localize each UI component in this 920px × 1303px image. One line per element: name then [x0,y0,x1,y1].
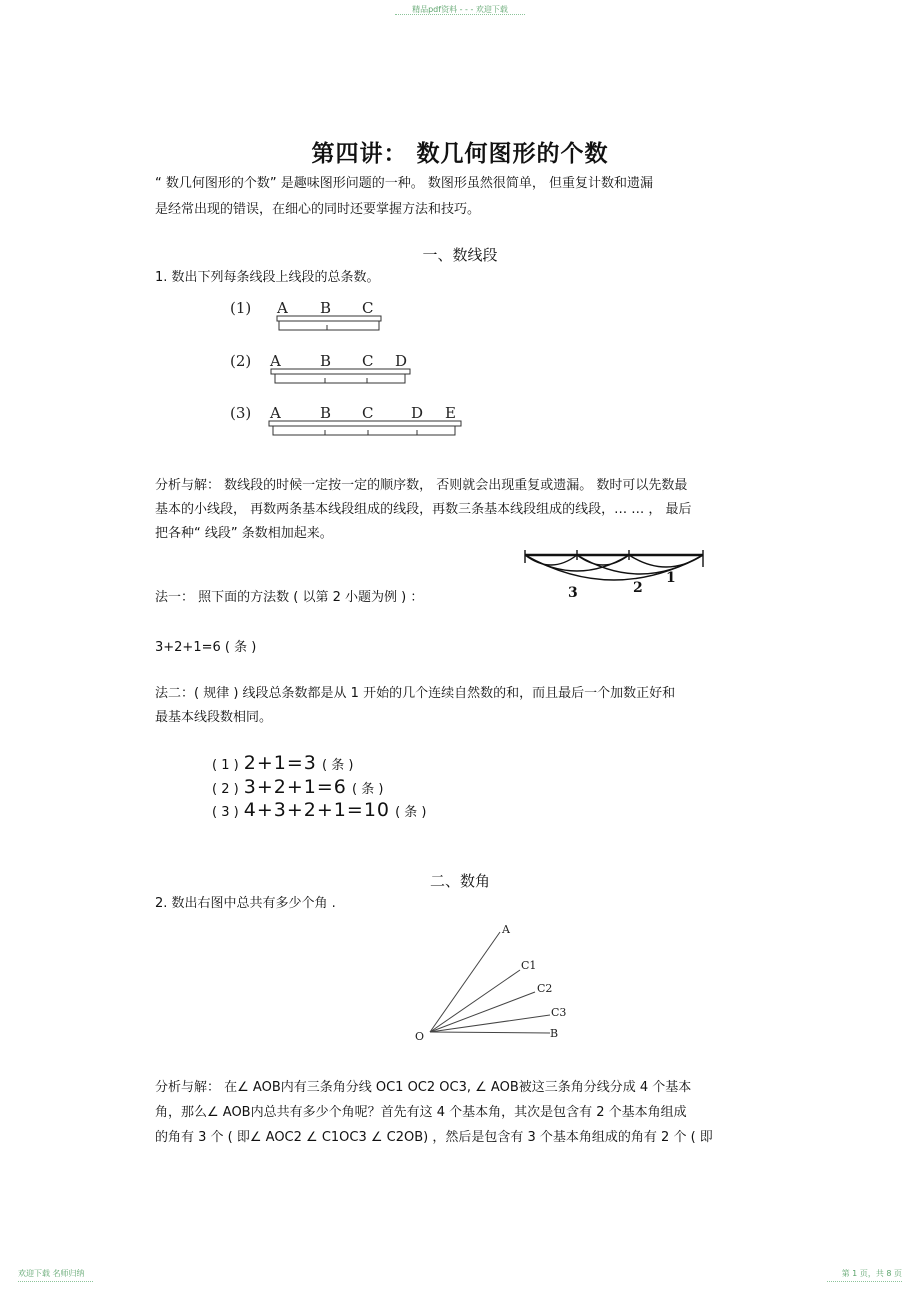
row2-segment-bar [271,369,410,374]
ray-ob [430,1032,550,1033]
row1-label-c: C [362,299,374,317]
arc-label-2: 2 [633,580,643,596]
row1-label-b: B [320,299,332,317]
ray-oc1 [430,970,520,1032]
footer-right-divider [827,1281,902,1282]
page-title: 第四讲： 数几何图形的个数 [311,141,609,167]
intro-line-1: “ 数几何图形的个数” 是趣味图形问题的一种。 数图形虽然很简单， 但重复计数和遗漏 [155,176,653,191]
result-2-unit: ( 条 ) [352,782,384,797]
ray-oa [430,932,500,1032]
result-1-unit: ( 条 ) [321,758,354,773]
question-1: 1. 数出下列每条线段上线段的总条数。 [155,270,380,285]
ray-oc3 [430,1015,550,1032]
result-2-number: ( 2 ) [212,782,239,797]
row3-brackets [273,426,455,435]
row2-number: (2) [230,352,252,370]
segment-figure [225,295,475,445]
row3-label-d: D [411,404,424,422]
result-row-1 [212,752,353,774]
method-2-line-1: 法二：( 规律 ) 线段总条数都是从 1 开始的几个连续自然数的和，而且最后一个加数正好和 [155,686,676,701]
row1-brackets [279,321,379,330]
header-divider [395,14,525,15]
page-header: 精品pdf资料 - - - 欢迎下载 [412,5,508,14]
ray-oc2 [430,992,535,1032]
analysis2-line-1: 分析与解： 在∠ AOB内有三条角分线 OC1 OC2 OC3, ∠ AOB被这三条角分线分成 4 个基本 [155,1080,692,1095]
footer-right: 第 1 页，共 8 页 [841,1269,902,1278]
label-c1: C1 [521,959,537,972]
row3-number: (3) [230,404,252,422]
arc-label-1: 1 [666,570,676,586]
angle-figure [405,922,585,1047]
method-2-line-2: 最基本线段数相同。 [155,710,273,725]
row2-label-a: A [270,352,281,370]
question-2: 2. 数出右图中总共有多少个角 . [155,896,336,911]
result-3-number: ( 3 ) [212,805,239,820]
result-3-unit: ( 条 ) [395,805,427,820]
result-row-3 [212,799,427,821]
row2-label-c: C [362,352,374,370]
row3-label-b: B [320,404,332,422]
label-b: B [550,1027,559,1040]
row1-number: (1) [230,299,252,317]
method-1: 法一： 照下面的方法数 ( 以第 2 小题为例 ) ： [155,590,424,605]
footer-left-divider [18,1281,93,1282]
section2-heading: 二、数角 [429,872,490,890]
arc-label-3: 3 [568,585,578,601]
row3-label-e: E [445,404,456,422]
row2-label-d: D [395,352,408,370]
footer-left: 欢迎下载 名师归纳 [18,1269,85,1278]
label-o: O [415,1030,425,1043]
result-2-expression: 3+2+1=6 [243,776,347,798]
result-row-2 [212,776,383,798]
section1-heading: 一、数线段 [422,246,498,264]
method-1-result: 3+2+1=6 ( 条 ) [155,640,257,655]
analysis2-line-2: 角，那么∠ AOB内总共有多少个角呢？首先有这 4 个基本角，其次是包含有 2 个基本角组成 [155,1105,687,1120]
label-a: A [502,923,510,936]
intro-line-2: 是经常出现的错误，在细心的同时还要掌握方法和技巧。 [155,202,481,217]
row3-label-c: C [362,404,374,422]
analysis1-line-3: 把各种“ 线段” 条数相加起来。 [155,526,333,541]
result-1-number: ( 1 ) [212,758,239,773]
row1-label-a: A [277,299,288,317]
row3-label-a: A [270,404,281,422]
result-1-expression: 2+1=3 [243,752,317,774]
analysis1-line-2: 基本的小线段， 再数两条基本线段组成的线段，再数三条基本线段组成的线段，… … ， 最后 [155,502,692,517]
label-c2: C2 [537,982,553,995]
analysis2-line-3: 的角有 3 个 ( 即∠ AOC2 ∠ C1OC3 ∠ C2OB) ，然后是包含有 3 个基本角组成的角有 2 个 ( 即 [155,1130,713,1145]
row2-label-b: B [320,352,332,370]
analysis1-line-1: 分析与解： 数线段的时候一定按一定的顺序数， 否则就会出现重复或遗漏。 数时可以先数最 [155,478,688,493]
result-3-expression: 4+3+2+1=10 [243,799,390,821]
row2-brackets [275,374,405,383]
label-c3: C3 [551,1006,567,1019]
